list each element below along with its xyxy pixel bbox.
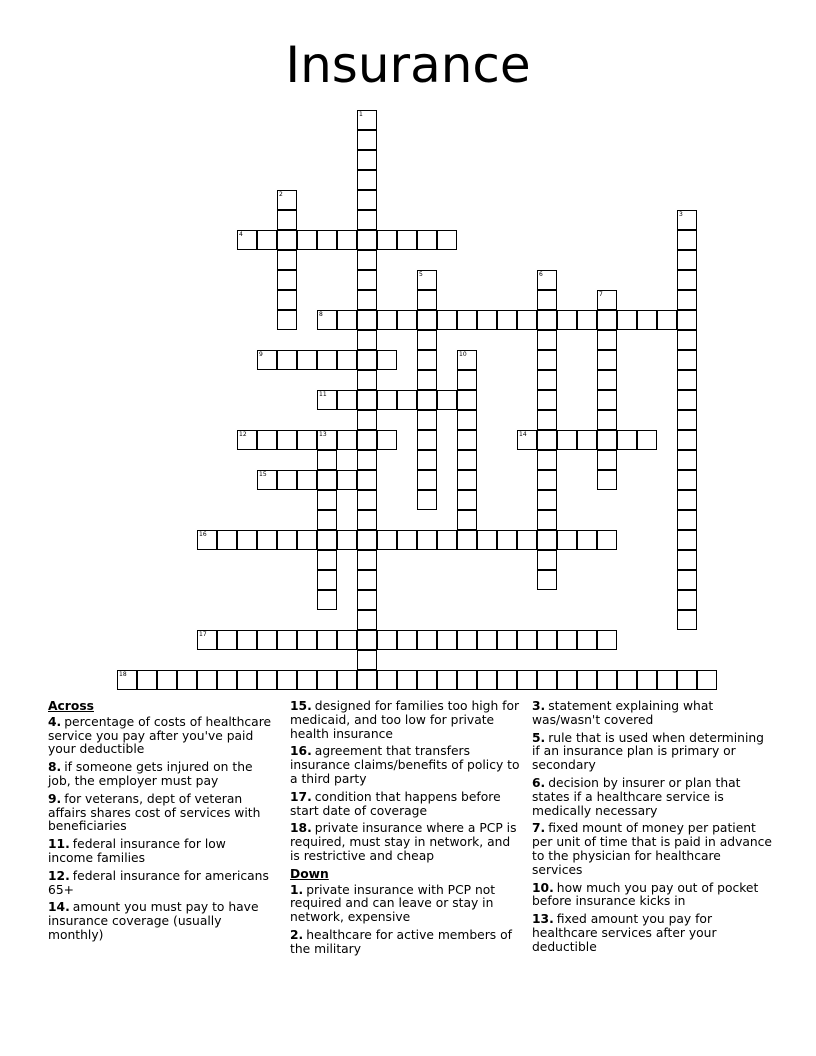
grid-cell[interactable] bbox=[277, 430, 297, 450]
grid-cell[interactable] bbox=[417, 330, 437, 350]
grid-cell-3[interactable] bbox=[677, 210, 697, 230]
grid-cell[interactable] bbox=[417, 350, 437, 370]
grid-cell[interactable] bbox=[417, 490, 437, 510]
grid-cell[interactable] bbox=[397, 310, 417, 330]
grid-cell-11[interactable] bbox=[317, 390, 337, 410]
grid-cell[interactable] bbox=[677, 510, 697, 530]
grid-cell[interactable] bbox=[317, 670, 337, 690]
grid-cell[interactable] bbox=[457, 430, 477, 450]
grid-cell-2[interactable] bbox=[277, 190, 297, 210]
grid-cell[interactable] bbox=[677, 470, 697, 490]
grid-cell[interactable] bbox=[417, 670, 437, 690]
grid-cell[interactable] bbox=[457, 490, 477, 510]
grid-cell[interactable] bbox=[417, 370, 437, 390]
grid-cell[interactable] bbox=[457, 310, 477, 330]
grid-cell[interactable] bbox=[417, 450, 437, 470]
clue-across-17[interactable]: 17. condition that happens before start date of coverage bbox=[290, 789, 501, 818]
grid-cell[interactable] bbox=[557, 670, 577, 690]
grid-cell[interactable] bbox=[377, 350, 397, 370]
grid-cell-1[interactable] bbox=[357, 110, 377, 130]
grid-cell[interactable] bbox=[277, 250, 297, 270]
grid-cell[interactable] bbox=[357, 490, 377, 510]
grid-cell[interactable] bbox=[617, 430, 637, 450]
grid-cell[interactable] bbox=[457, 510, 477, 530]
grid-cell[interactable] bbox=[517, 670, 537, 690]
grid-cell[interactable] bbox=[397, 670, 417, 690]
grid-cell-9[interactable] bbox=[257, 350, 277, 370]
grid-cell-6[interactable] bbox=[537, 270, 557, 290]
grid-cell[interactable] bbox=[357, 550, 377, 570]
grid-cell[interactable] bbox=[537, 310, 557, 330]
grid-cell[interactable] bbox=[377, 670, 397, 690]
grid-cell[interactable] bbox=[457, 450, 477, 470]
grid-cell[interactable] bbox=[357, 310, 377, 330]
grid-cell[interactable] bbox=[277, 230, 297, 250]
clue-number: 17 bbox=[199, 631, 207, 638]
clue-number: 10 bbox=[459, 351, 467, 358]
grid-cell[interactable] bbox=[597, 410, 617, 430]
grid-cell-14[interactable] bbox=[517, 430, 537, 450]
grid-cell[interactable] bbox=[457, 630, 477, 650]
grid-cell-8[interactable] bbox=[317, 310, 337, 330]
grid-cell[interactable] bbox=[357, 290, 377, 310]
grid-cell[interactable] bbox=[317, 570, 337, 590]
clue-down-13[interactable]: 13. fixed amount you pay for healthcare services after your deductible bbox=[532, 912, 717, 954]
clue-number: 11 bbox=[319, 391, 327, 398]
grid-cell[interactable] bbox=[257, 430, 277, 450]
grid-cell[interactable] bbox=[297, 470, 317, 490]
clue-number: 18 bbox=[119, 671, 127, 678]
grid-cell[interactable] bbox=[397, 390, 417, 410]
grid-cell[interactable] bbox=[537, 630, 557, 650]
clue-number: 9 bbox=[259, 351, 263, 358]
grid-cell[interactable] bbox=[577, 430, 597, 450]
clue-column-3 bbox=[532, 700, 772, 959]
grid-cell[interactable] bbox=[337, 230, 357, 250]
grid-cell[interactable] bbox=[357, 470, 377, 490]
grid-cell[interactable] bbox=[437, 310, 457, 330]
grid-cell[interactable] bbox=[437, 670, 457, 690]
grid-cell[interactable] bbox=[297, 630, 317, 650]
grid-cell[interactable] bbox=[497, 310, 517, 330]
grid-cell[interactable] bbox=[357, 270, 377, 290]
grid-cell[interactable] bbox=[497, 670, 517, 690]
grid-cell[interactable] bbox=[377, 630, 397, 650]
grid-cell[interactable] bbox=[257, 630, 277, 650]
grid-cell[interactable] bbox=[357, 170, 377, 190]
grid-cell[interactable] bbox=[257, 670, 277, 690]
grid-cell[interactable] bbox=[317, 470, 337, 490]
grid-cell[interactable] bbox=[597, 330, 617, 350]
clue-across-9[interactable]: 9. for veterans, dept of veteran affairs shares cost of services with beneficiaries bbox=[48, 791, 261, 834]
grid-cell[interactable] bbox=[537, 490, 557, 510]
grid-cell[interactable] bbox=[557, 310, 577, 330]
clue-column-1 bbox=[48, 700, 273, 947]
grid-cell[interactable] bbox=[537, 450, 557, 470]
clue-number: 14 bbox=[519, 431, 527, 438]
grid-cell[interactable] bbox=[277, 630, 297, 650]
clue-number: 5 bbox=[419, 271, 423, 278]
grid-cell[interactable] bbox=[357, 590, 377, 610]
clue-number: 8 bbox=[319, 311, 323, 318]
grid-cell[interactable] bbox=[457, 370, 477, 390]
grid-cell-4[interactable] bbox=[237, 230, 257, 250]
grid-cell[interactable] bbox=[597, 390, 617, 410]
grid-cell[interactable] bbox=[537, 370, 557, 390]
grid-cell[interactable] bbox=[677, 570, 697, 590]
grid-cell-10[interactable] bbox=[457, 350, 477, 370]
grid-cell[interactable] bbox=[417, 230, 437, 250]
clue-number: 1 bbox=[359, 111, 363, 118]
grid-cell[interactable] bbox=[217, 670, 237, 690]
grid-cell[interactable] bbox=[357, 450, 377, 470]
grid-cell[interactable] bbox=[617, 670, 637, 690]
grid-cell[interactable] bbox=[477, 530, 497, 550]
grid-cell-12[interactable] bbox=[237, 430, 257, 450]
grid-cell[interactable] bbox=[357, 570, 377, 590]
grid-cell[interactable] bbox=[417, 430, 437, 450]
grid-cell[interactable] bbox=[277, 470, 297, 490]
grid-cell[interactable] bbox=[477, 310, 497, 330]
grid-cell[interactable] bbox=[537, 530, 557, 550]
grid-cell[interactable] bbox=[357, 610, 377, 630]
grid-cell-15[interactable] bbox=[257, 470, 277, 490]
grid-cell[interactable] bbox=[357, 230, 377, 250]
grid-cell[interactable] bbox=[677, 610, 697, 630]
grid-cell[interactable] bbox=[597, 670, 617, 690]
grid-cell[interactable] bbox=[677, 310, 697, 330]
grid-cell[interactable] bbox=[337, 310, 357, 330]
grid-cell[interactable] bbox=[417, 470, 437, 490]
grid-cell[interactable] bbox=[437, 230, 457, 250]
grid-cell[interactable] bbox=[377, 310, 397, 330]
grid-cell[interactable] bbox=[317, 450, 337, 470]
grid-cell[interactable] bbox=[677, 450, 697, 470]
clue-number: 2 bbox=[279, 191, 283, 198]
clue-across-16[interactable]: 16. agreement that transfers insurance claims/benefits of policy to a third party bbox=[290, 744, 520, 786]
puzzle-title: Insurance bbox=[285, 36, 531, 94]
grid-cell[interactable] bbox=[357, 250, 377, 270]
grid-cell[interactable] bbox=[417, 410, 437, 430]
grid-cell[interactable] bbox=[557, 430, 577, 450]
grid-cell[interactable] bbox=[597, 530, 617, 550]
grid-cell[interactable] bbox=[537, 510, 557, 530]
grid-cell[interactable] bbox=[297, 350, 317, 370]
grid-cell[interactable] bbox=[357, 390, 377, 410]
clue-across-8[interactable]: 8. if someone gets injured on the job, the employer must pay bbox=[48, 760, 253, 788]
grid-cell[interactable] bbox=[537, 670, 557, 690]
grid-cell[interactable] bbox=[597, 630, 617, 650]
grid-cell[interactable] bbox=[537, 330, 557, 350]
clue-down-3[interactable]: 3. statement explaining what was/wasn't covered bbox=[532, 699, 714, 727]
grid-cell[interactable] bbox=[277, 270, 297, 290]
grid-cell[interactable] bbox=[677, 330, 697, 350]
grid-cell[interactable] bbox=[317, 630, 337, 650]
grid-cell[interactable] bbox=[677, 390, 697, 410]
clue-down-5[interactable]: 5. rule that is used when determining if an insurance plan is primary or secondary bbox=[532, 730, 764, 773]
grid-cell[interactable] bbox=[337, 670, 357, 690]
grid-cell[interactable] bbox=[357, 650, 377, 670]
clue-number: 7 bbox=[599, 291, 603, 298]
grid-cell[interactable] bbox=[597, 450, 617, 470]
grid-cell[interactable] bbox=[397, 630, 417, 650]
grid-cell[interactable] bbox=[377, 390, 397, 410]
grid-cell[interactable] bbox=[357, 350, 377, 370]
grid-cell[interactable] bbox=[537, 410, 557, 430]
grid-cell[interactable] bbox=[417, 530, 437, 550]
grid-cell[interactable] bbox=[337, 530, 357, 550]
grid-cell[interactable] bbox=[677, 430, 697, 450]
grid-cell[interactable] bbox=[357, 210, 377, 230]
grid-cell[interactable] bbox=[217, 530, 237, 550]
grid-cell[interactable] bbox=[417, 290, 437, 310]
grid-cell[interactable] bbox=[517, 310, 537, 330]
grid-cell[interactable] bbox=[537, 390, 557, 410]
grid-cell[interactable] bbox=[457, 410, 477, 430]
grid-cell[interactable] bbox=[577, 630, 597, 650]
grid-cell-18[interactable] bbox=[117, 670, 137, 690]
grid-cell[interactable] bbox=[277, 530, 297, 550]
grid-cell[interactable] bbox=[677, 370, 697, 390]
grid-cell[interactable] bbox=[437, 390, 457, 410]
grid-cell[interactable] bbox=[657, 310, 677, 330]
grid-cell[interactable] bbox=[677, 350, 697, 370]
clue-across-4[interactable]: 4. percentage of costs of healthcare service you pay after you've paid your deductible bbox=[48, 714, 272, 757]
clue-down-2[interactable]: 2. healthcare for active members of the military bbox=[290, 927, 512, 956]
grid-cell[interactable] bbox=[317, 590, 337, 610]
grid-cell[interactable] bbox=[597, 470, 617, 490]
grid-cell[interactable] bbox=[677, 530, 697, 550]
grid-cell[interactable] bbox=[317, 230, 337, 250]
grid-cell[interactable] bbox=[237, 630, 257, 650]
grid-cell[interactable] bbox=[177, 670, 197, 690]
grid-cell[interactable] bbox=[677, 490, 697, 510]
grid-cell[interactable] bbox=[677, 230, 697, 250]
grid-cell[interactable] bbox=[297, 430, 317, 450]
grid-cell[interactable] bbox=[197, 670, 217, 690]
grid-cell[interactable] bbox=[517, 530, 537, 550]
grid-cell[interactable] bbox=[497, 630, 517, 650]
grid-cell[interactable] bbox=[357, 130, 377, 150]
grid-cell[interactable] bbox=[457, 470, 477, 490]
grid-cell[interactable] bbox=[417, 630, 437, 650]
grid-cell[interactable] bbox=[577, 670, 597, 690]
grid-cell[interactable] bbox=[337, 630, 357, 650]
grid-cell[interactable] bbox=[237, 670, 257, 690]
clue-across-11[interactable]: 11. federal insurance for low income families bbox=[48, 837, 226, 865]
grid-cell[interactable] bbox=[277, 670, 297, 690]
clue-down-6[interactable]: 6. decision by insurer or plan that states if a healthcare service is medically necessary bbox=[532, 775, 741, 818]
grid-cell[interactable] bbox=[397, 230, 417, 250]
grid-cell[interactable] bbox=[317, 530, 337, 550]
grid-cell[interactable] bbox=[597, 430, 617, 450]
grid-cell[interactable] bbox=[357, 530, 377, 550]
grid-cell[interactable] bbox=[637, 310, 657, 330]
clue-number: 12 bbox=[239, 431, 247, 438]
grid-cell[interactable] bbox=[537, 430, 557, 450]
grid-cell[interactable] bbox=[257, 230, 277, 250]
grid-cell-13[interactable] bbox=[317, 430, 337, 450]
grid-cell[interactable] bbox=[677, 250, 697, 270]
grid-cell[interactable] bbox=[537, 570, 557, 590]
grid-cell[interactable] bbox=[457, 390, 477, 410]
grid-cell[interactable] bbox=[417, 310, 437, 330]
grid-cell[interactable] bbox=[357, 370, 377, 390]
grid-cell[interactable] bbox=[557, 630, 577, 650]
grid-cell[interactable] bbox=[597, 370, 617, 390]
grid-cell[interactable] bbox=[677, 670, 697, 690]
grid-cell[interactable] bbox=[337, 350, 357, 370]
grid-cell[interactable] bbox=[537, 290, 557, 310]
grid-cell[interactable] bbox=[437, 530, 457, 550]
clue-across-18[interactable]: 18. private insurance where a PCP is required, must stay in network, and is restrictive and cheap bbox=[290, 821, 517, 863]
grid-cell[interactable] bbox=[377, 430, 397, 450]
clue-down-10[interactable]: 10. how much you pay out of pocket before insurance kicks in bbox=[532, 880, 759, 909]
grid-cell[interactable] bbox=[337, 430, 357, 450]
clue-column-2 bbox=[290, 700, 520, 961]
grid-cell[interactable] bbox=[157, 670, 177, 690]
grid-cell[interactable] bbox=[697, 670, 717, 690]
grid-cell[interactable] bbox=[597, 350, 617, 370]
grid-cell-17[interactable] bbox=[197, 630, 217, 650]
grid-cell[interactable] bbox=[677, 590, 697, 610]
grid-cell[interactable] bbox=[537, 470, 557, 490]
grid-cell[interactable] bbox=[577, 310, 597, 330]
grid-cell[interactable] bbox=[297, 230, 317, 250]
clue-number: 16 bbox=[199, 531, 207, 538]
grid-cell[interactable] bbox=[277, 290, 297, 310]
grid-cell[interactable] bbox=[217, 630, 237, 650]
grid-cell[interactable] bbox=[677, 270, 697, 290]
clue-number: 15 bbox=[259, 471, 267, 478]
grid-cell[interactable] bbox=[597, 310, 617, 330]
grid-cell[interactable] bbox=[537, 550, 557, 570]
grid-cell[interactable] bbox=[637, 670, 657, 690]
grid-cell[interactable] bbox=[417, 390, 437, 410]
clue-across-15[interactable]: 15. designed for families too high for medicaid, and too low for private health insurance bbox=[290, 699, 520, 741]
grid-cell[interactable] bbox=[357, 510, 377, 530]
grid-cell[interactable] bbox=[377, 230, 397, 250]
grid-cell[interactable] bbox=[357, 630, 377, 650]
grid-cell[interactable] bbox=[337, 390, 357, 410]
grid-cell[interactable] bbox=[437, 630, 457, 650]
grid-cell[interactable] bbox=[537, 350, 557, 370]
clue-number: 4 bbox=[239, 231, 243, 238]
grid-cell[interactable] bbox=[357, 150, 377, 170]
grid-cell[interactable] bbox=[517, 630, 537, 650]
grid-cell-16[interactable] bbox=[197, 530, 217, 550]
grid-cell[interactable] bbox=[557, 530, 577, 550]
grid-cell[interactable] bbox=[477, 630, 497, 650]
grid-cell-7[interactable] bbox=[597, 290, 617, 310]
grid-cell[interactable] bbox=[257, 530, 277, 550]
grid-cell[interactable] bbox=[477, 670, 497, 690]
grid-cell[interactable] bbox=[297, 670, 317, 690]
grid-cell[interactable] bbox=[337, 470, 357, 490]
grid-cell[interactable] bbox=[377, 530, 397, 550]
grid-cell[interactable] bbox=[317, 510, 337, 530]
grid-cell[interactable] bbox=[677, 410, 697, 430]
grid-cell[interactable] bbox=[357, 190, 377, 210]
grid-cell[interactable] bbox=[237, 530, 257, 550]
grid-cell[interactable] bbox=[657, 670, 677, 690]
grid-cell[interactable] bbox=[457, 530, 477, 550]
grid-cell[interactable] bbox=[317, 550, 337, 570]
grid-cell[interactable] bbox=[637, 430, 657, 450]
grid-cell[interactable] bbox=[297, 530, 317, 550]
grid-cell[interactable] bbox=[357, 670, 377, 690]
grid-cell[interactable] bbox=[397, 530, 417, 550]
clue-down-1[interactable]: 1. private insurance with PCP not required and can leave or stay in network, expensive bbox=[290, 882, 496, 925]
grid-cell[interactable] bbox=[357, 430, 377, 450]
grid-cell-5[interactable] bbox=[417, 270, 437, 290]
clue-number: 3 bbox=[679, 211, 683, 218]
grid-cell[interactable] bbox=[317, 490, 337, 510]
grid-cell[interactable] bbox=[357, 330, 377, 350]
clue-number: 6 bbox=[539, 271, 543, 278]
grid-cell[interactable] bbox=[277, 310, 297, 330]
across-heading: Across bbox=[48, 699, 94, 713]
clue-across-14[interactable]: 14. amount you must pay to have insurance coverage (usually monthly) bbox=[48, 900, 259, 942]
grid-cell[interactable] bbox=[677, 550, 697, 570]
grid-cell[interactable] bbox=[317, 350, 337, 370]
clue-across-12[interactable]: 12. federal insurance for americans 65+ bbox=[48, 868, 269, 897]
grid-cell[interactable] bbox=[137, 670, 157, 690]
grid-cell[interactable] bbox=[577, 530, 597, 550]
grid-cell[interactable] bbox=[357, 410, 377, 430]
clue-number: 13 bbox=[319, 431, 327, 438]
clue-down-7[interactable]: 7. fixed mount of money per patient per unit of time that is paid in advance to the physician for healthcare services bbox=[532, 821, 772, 877]
grid-cell[interactable] bbox=[457, 670, 477, 690]
grid-cell[interactable] bbox=[497, 530, 517, 550]
grid-cell[interactable] bbox=[677, 290, 697, 310]
grid-cell[interactable] bbox=[277, 210, 297, 230]
grid-cell[interactable] bbox=[617, 310, 637, 330]
down-heading: Down bbox=[290, 866, 329, 881]
grid-cell[interactable] bbox=[277, 350, 297, 370]
